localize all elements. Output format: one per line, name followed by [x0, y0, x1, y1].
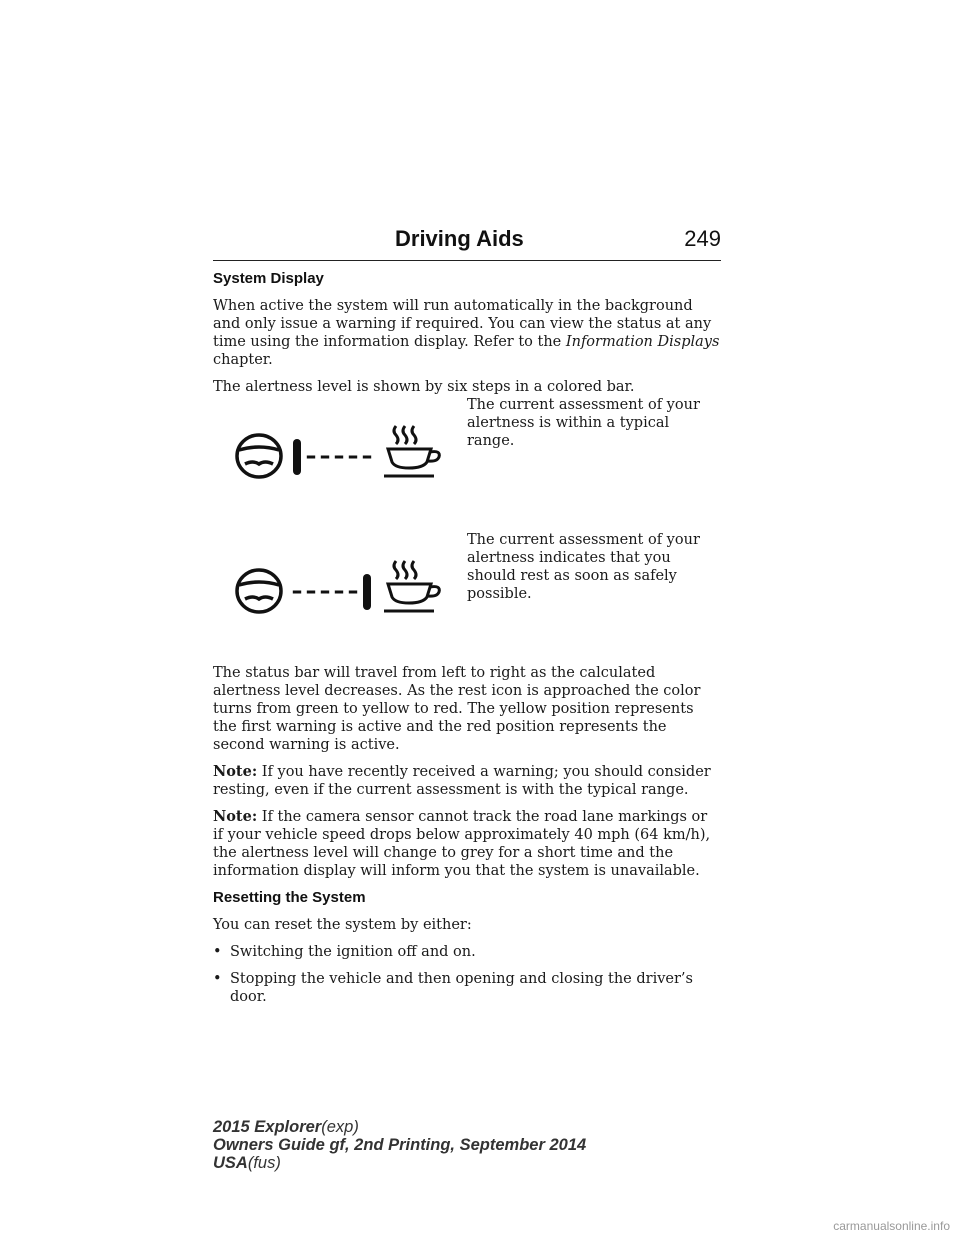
list-item: • Stopping the vehicle and then opening and closing the driver’s door.: [213, 971, 693, 1005]
page-header: [213, 226, 721, 261]
alertness-figure-typical: [213, 396, 721, 486]
reset-options-list: [213, 943, 721, 1006]
chapter-title: Driving Aids: [395, 226, 524, 251]
note-camera-sensor: Note: If the camera sensor cannot track the road lane markings or if your vehicle speed drops below approximately 40 mph (64 km/h), the alertness level will change to grey for a short time and the information display will inform you that the system is unavailable.: [213, 808, 711, 879]
note-recent-warning: Note: If you have recently received a warning; you should consider resting, even if the current assessment is with the typical range.: [213, 763, 711, 798]
page-number: 249: [684, 226, 721, 251]
watermark: carmanualsonline.info: [833, 1219, 950, 1233]
information-displays-reference: Information Displays: [565, 334, 720, 350]
status-and-reset-section: [213, 664, 721, 1015]
footer-line-printing: Owners Guide gf, 2nd Printing, September 2014: [213, 1136, 587, 1154]
alertness-indicator-graphic: [233, 420, 443, 490]
section-heading-resetting: Resetting the System: [213, 889, 366, 906]
alertness-bar: [293, 439, 371, 475]
section-heading-system-display: System Display: [213, 270, 324, 287]
alertness-marker: [363, 574, 371, 610]
steering-wheel-icon: [237, 435, 281, 477]
alertness-bar: [293, 574, 371, 610]
system-display-section: [213, 270, 721, 405]
status-bar-paragraph: The status bar will travel from left to right as the calculated alertness level decreases. As the rest icon is approached the color turns from green to yellow to red. The yellow position represents the first warning is active and the red position represents the second warning is active.: [213, 665, 701, 753]
list-item: • Switching the ignition off and on.: [213, 944, 476, 960]
reset-intro: You can reset the system by either:: [213, 917, 472, 933]
alertness-level-paragraph: The alertness level is shown by six steps in a colored bar.: [213, 379, 635, 395]
bullet-glyph: •: [213, 944, 222, 960]
steering-wheel-icon: [237, 570, 281, 612]
coffee-cup-icon: [384, 561, 439, 611]
bullet-glyph: •: [213, 971, 222, 987]
footer-line-market: USA(fus): [213, 1154, 281, 1172]
page-footer: [213, 1118, 713, 1172]
alertness-figure-rest: [213, 531, 721, 621]
figure-caption-typical: The current assessment of your alertness is within a typical range.: [467, 397, 700, 449]
system-display-paragraph: When active the system will run automatically in the background and only issue a warning if required. You can view the status at any time using the information display. Refer to the Information Displays chapter.: [213, 298, 720, 368]
alertness-indicator-graphic: [233, 555, 443, 625]
figure-caption-rest: The current assessment of your alertness indicates that you should rest as soon as safely possible.: [467, 532, 700, 602]
alertness-marker: [293, 439, 301, 475]
coffee-cup-icon: [384, 426, 439, 476]
footer-line-model: 2015 Explorer(exp): [213, 1118, 359, 1136]
